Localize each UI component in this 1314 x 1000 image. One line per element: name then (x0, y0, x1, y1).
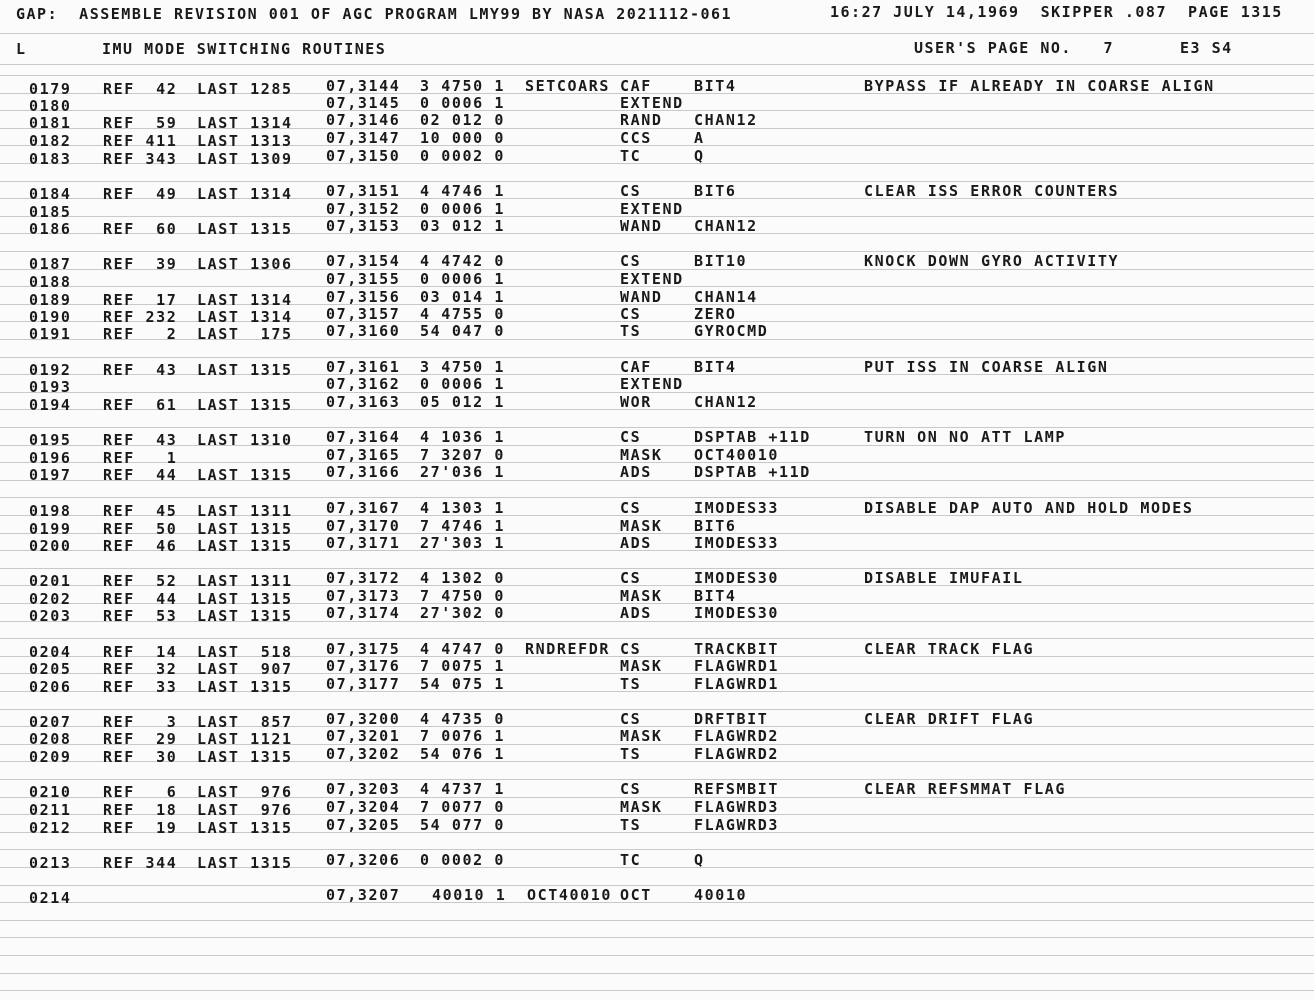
row-addr: 07,3156 (326, 288, 401, 306)
row-op: ADS (620, 463, 652, 481)
row-op: WAND (620, 288, 663, 306)
row-addr: 07,3151 (326, 182, 401, 200)
row-line: 0180 (29, 97, 72, 115)
row-addr: 07,3165 (326, 446, 401, 464)
row-addr: 07,3200 (326, 710, 401, 728)
row-addr: 07,3205 (326, 816, 401, 834)
row-operand: CHAN12 (694, 111, 758, 129)
row-code: 03 014 1 (420, 288, 506, 306)
row-op: TS (620, 675, 642, 693)
row-addr: 07,3204 (326, 798, 401, 816)
row-line: 0197 (29, 466, 72, 484)
row-ref: REF 43 (103, 361, 178, 379)
row-addr: 07,3161 (326, 358, 401, 376)
ruled-line (0, 955, 1314, 956)
row-code: 10 000 0 (420, 129, 506, 147)
ruled-line (0, 357, 1314, 358)
row-last: LAST 1309 (197, 150, 293, 168)
row-last: LAST 1315 (197, 396, 293, 414)
row-op: CS (620, 182, 642, 200)
row-line: 0190 (29, 308, 72, 326)
row-op: EXTEND (620, 94, 684, 112)
row-ref: REF 343 (103, 150, 178, 168)
row-comment: CLEAR TRACK FLAG (864, 640, 1035, 658)
row-line: 0207 (29, 713, 72, 731)
row-ref: REF 42 (103, 80, 178, 98)
ruled-line (0, 568, 1314, 569)
row-operand: IMODES33 (694, 534, 780, 552)
row-operand: FLAGWRD3 (694, 798, 780, 816)
row-line: 0214 (29, 889, 72, 907)
row-operand: DRFTBIT (694, 710, 769, 728)
row-last: LAST 1315 (197, 607, 293, 625)
row-last: LAST 1315 (197, 466, 293, 484)
row-code: 54 075 1 (420, 675, 506, 693)
row-addr: 07,3144 (326, 77, 401, 95)
ruled-line (0, 902, 1314, 903)
ruled-line (0, 64, 1314, 65)
ruled-line (0, 75, 1314, 76)
row-op: CS (620, 569, 642, 587)
users-page-number: USER'S PAGE NO. 7 (914, 39, 1115, 57)
row-addr: 07,3147 (326, 129, 401, 147)
row-code: 0 0006 1 (420, 200, 506, 218)
row-line: 0206 (29, 678, 72, 696)
row-last: LAST 1285 (197, 80, 293, 98)
row-addr: 07,3160 (326, 322, 401, 340)
row-ref: REF 30 (103, 748, 178, 766)
row-addr: 07,3171 (326, 534, 401, 552)
row-line: 0188 (29, 273, 72, 291)
row-code: 7 4746 1 (420, 517, 506, 535)
row-op: TS (620, 816, 642, 834)
row-operand: TRACKBIT (694, 640, 780, 658)
row-code: 05 012 1 (420, 393, 506, 411)
row-line: 0194 (29, 396, 72, 414)
row-op: CCS (620, 129, 652, 147)
row-ref: REF 1 (103, 449, 178, 467)
row-operand: FLAGWRD3 (694, 816, 780, 834)
row-operand: BIT4 (694, 587, 737, 605)
row-code: 4 1036 1 (420, 428, 506, 446)
row-label: SETCOARS (525, 77, 611, 95)
row-addr: 07,3170 (326, 517, 401, 535)
row-addr: 07,3176 (326, 657, 401, 675)
row-op: CS (620, 428, 642, 446)
row-addr: 07,3155 (326, 270, 401, 288)
ruled-line (0, 779, 1314, 780)
row-op: MASK (620, 587, 663, 605)
row-ref: REF 19 (103, 819, 178, 837)
row-op: WOR (620, 393, 652, 411)
row-last: LAST 1315 (197, 537, 293, 555)
row-ref: REF 44 (103, 590, 178, 608)
row-operand: BIT6 (694, 517, 737, 535)
row-operand: BIT6 (694, 182, 737, 200)
row-label: RNDREFDR (525, 640, 611, 658)
row-addr: 07,3152 (326, 200, 401, 218)
row-operand: IMODES30 (694, 604, 780, 622)
row-comment: CLEAR DRIFT FLAG (864, 710, 1035, 728)
row-last: LAST 976 (197, 801, 293, 819)
row-op: WAND (620, 217, 663, 235)
row-ref: REF 18 (103, 801, 178, 819)
row-operand: CHAN12 (694, 217, 758, 235)
row-code: 7 4750 0 (420, 587, 506, 605)
row-line: 0198 (29, 502, 72, 520)
row-last: LAST 1314 (197, 114, 293, 132)
row-ref: REF 50 (103, 520, 178, 538)
row-code: 27'036 1 (420, 463, 506, 481)
row-code: 7 3207 0 (420, 446, 506, 464)
row-line: 0191 (29, 325, 72, 343)
row-ref: REF 44 (103, 466, 178, 484)
row-operand: BIT10 (694, 252, 748, 270)
row-line: 0184 (29, 185, 72, 203)
ruled-line (0, 937, 1314, 938)
row-op: MASK (620, 657, 663, 675)
row-line: 0200 (29, 537, 72, 555)
row-ref: REF 6 (103, 783, 178, 801)
row-addr: 07,3175 (326, 640, 401, 658)
header-assembly-info: GAP: ASSEMBLE REVISION 001 OF AGC PROGRAM LMY99 BY NASA 2021112-061 (16, 5, 733, 23)
row-last: LAST 1311 (197, 572, 293, 590)
row-comment: PUT ISS IN COARSE ALIGN (864, 358, 1109, 376)
header-section-letter: L (16, 40, 27, 58)
row-line: 0196 (29, 449, 72, 467)
row-addr: 07,3154 (326, 252, 401, 270)
row-comment: DISABLE DAP AUTO AND HOLD MODES (864, 499, 1194, 517)
row-addr: 07,3163 (326, 393, 401, 411)
row-ref: REF 49 (103, 185, 178, 203)
row-op: MASK (620, 798, 663, 816)
row-operand: CHAN12 (694, 393, 758, 411)
row-op: TS (620, 745, 642, 763)
row-addr: 07,3174 (326, 604, 401, 622)
row-last: LAST 1314 (197, 308, 293, 326)
row-addr: 07,3206 (326, 851, 401, 869)
row-op: TC (620, 851, 642, 869)
row-last: LAST 1314 (197, 185, 293, 203)
row-last: LAST 1315 (197, 854, 293, 872)
row-last: LAST 1121 (197, 730, 293, 748)
row-addr: 07,3146 (326, 111, 401, 129)
row-op: EXTEND (620, 200, 684, 218)
row-code: 4 4742 0 (420, 252, 506, 270)
row-operand: IMODES33 (694, 499, 780, 517)
row-code: 0 0002 0 (420, 851, 506, 869)
row-last: LAST 1313 (197, 132, 293, 150)
row-addr: 07,3177 (326, 675, 401, 693)
row-ref: REF 46 (103, 537, 178, 555)
row-line: 0205 (29, 660, 72, 678)
row-op: CS (620, 640, 642, 658)
row-ref: REF 3 (103, 713, 178, 731)
row-code: 4 4737 1 (420, 780, 506, 798)
row-ref: REF 45 (103, 502, 178, 520)
row-addr: 07,3153 (326, 217, 401, 235)
row-line: 0195 (29, 431, 72, 449)
row-code: 03 012 1 (420, 217, 506, 235)
row-op: OCT (620, 886, 652, 904)
row-code: 4 1303 1 (420, 499, 506, 517)
row-line: 0181 (29, 114, 72, 132)
row-line: 0183 (29, 150, 72, 168)
ruled-line (0, 849, 1314, 850)
row-line: 0179 (29, 80, 72, 98)
row-code: 3 4750 1 (420, 358, 506, 376)
row-ref: REF 411 (103, 132, 178, 150)
row-ref: REF 53 (103, 607, 178, 625)
row-code: 3 4750 1 (420, 77, 506, 95)
row-last: LAST 1315 (197, 361, 293, 379)
row-last: LAST 857 (197, 713, 293, 731)
row-addr: 07,3167 (326, 499, 401, 517)
row-operand: FLAGWRD2 (694, 745, 780, 763)
row-ref: REF 52 (103, 572, 178, 590)
row-operand: Q (694, 851, 705, 869)
row-operand: CHAN14 (694, 288, 758, 306)
row-ref: REF 232 (103, 308, 178, 326)
row-comment: CLEAR ISS ERROR COUNTERS (864, 182, 1120, 200)
row-comment: BYPASS IF ALREADY IN COARSE ALIGN (864, 77, 1215, 95)
row-ref: REF 59 (103, 114, 178, 132)
row-code: 54 076 1 (420, 745, 506, 763)
row-line: 0201 (29, 572, 72, 590)
row-line: 0186 (29, 220, 72, 238)
row-last: LAST 1311 (197, 502, 293, 520)
row-code: 7 0077 0 (420, 798, 506, 816)
row-line: 0182 (29, 132, 72, 150)
row-op: CS (620, 710, 642, 728)
row-last: LAST 1315 (197, 520, 293, 538)
ruled-line (0, 885, 1314, 886)
row-ref: REF 61 (103, 396, 178, 414)
row-line: 0199 (29, 520, 72, 538)
row-op: ADS (620, 604, 652, 622)
row-addr: 07,3162 (326, 375, 401, 393)
row-line: 0202 (29, 590, 72, 608)
row-op: CAF (620, 358, 652, 376)
row-ref: REF 33 (103, 678, 178, 696)
row-operand: REFSMBIT (694, 780, 780, 798)
row-last: LAST 1315 (197, 678, 293, 696)
row-op: CS (620, 305, 642, 323)
row-addr: 07,3203 (326, 780, 401, 798)
row-code: 4 4746 1 (420, 182, 506, 200)
row-op: CS (620, 780, 642, 798)
row-line: 0210 (29, 783, 72, 801)
row-last: LAST 907 (197, 660, 293, 678)
row-op: EXTEND (620, 270, 684, 288)
row-code: 27'303 1 (420, 534, 506, 552)
row-ref: REF 39 (103, 255, 178, 273)
row-operand: FLAGWRD1 (694, 657, 780, 675)
row-last: LAST 1310 (197, 431, 293, 449)
row-op: TC (620, 147, 642, 165)
row-op: TS (620, 322, 642, 340)
row-code: 0 0002 0 (420, 147, 506, 165)
row-code: 40010 1 (432, 886, 507, 904)
row-op: RAND (620, 111, 663, 129)
ruled-line (0, 709, 1314, 710)
row-op: EXTEND (620, 375, 684, 393)
row-label: OCT40010 (527, 886, 613, 904)
row-operand: 40010 (694, 886, 748, 904)
row-addr: 07,3173 (326, 587, 401, 605)
row-operand: OCT40010 (694, 446, 780, 464)
row-addr: 07,3207 (326, 886, 401, 904)
row-ref: REF 2 (103, 325, 178, 343)
row-code: 0 0006 1 (420, 375, 506, 393)
row-op: MASK (620, 727, 663, 745)
row-comment: DISABLE IMUFAIL (864, 569, 1024, 587)
row-ref: REF 344 (103, 854, 178, 872)
row-last: LAST 1315 (197, 590, 293, 608)
row-ref: REF 29 (103, 730, 178, 748)
row-line: 0212 (29, 819, 72, 837)
row-last: LAST 1315 (197, 220, 293, 238)
row-operand: FLAGWRD1 (694, 675, 780, 693)
row-operand: IMODES30 (694, 569, 780, 587)
row-ref: REF 60 (103, 220, 178, 238)
row-op: MASK (620, 446, 663, 464)
ruled-line (0, 427, 1314, 428)
row-code: 4 1302 0 (420, 569, 506, 587)
row-addr: 07,3166 (326, 463, 401, 481)
ruled-line (0, 973, 1314, 974)
row-line: 0204 (29, 643, 72, 661)
row-code: 54 077 0 (420, 816, 506, 834)
row-last: LAST 1306 (197, 255, 293, 273)
row-addr: 07,3164 (326, 428, 401, 446)
row-line: 0209 (29, 748, 72, 766)
row-operand: DSPTAB +11D (694, 428, 811, 446)
row-operand: ZERO (694, 305, 737, 323)
header-date-page: 16:27 JULY 14,1969 SKIPPER .087 PAGE 1315 (830, 3, 1283, 21)
ruled-line (0, 497, 1314, 498)
row-line: 0203 (29, 607, 72, 625)
row-code: 27'302 0 (420, 604, 506, 622)
row-operand: A (694, 129, 705, 147)
row-last: LAST 1314 (197, 291, 293, 309)
row-code: 7 0075 1 (420, 657, 506, 675)
row-code: 4 4755 0 (420, 305, 506, 323)
page-title: IMU MODE SWITCHING ROUTINES (102, 40, 387, 58)
row-last: LAST 518 (197, 643, 293, 661)
row-op: ADS (620, 534, 652, 552)
row-code: 02 012 0 (420, 111, 506, 129)
row-code: 7 0076 1 (420, 727, 506, 745)
row-op: MASK (620, 517, 663, 535)
row-ref: REF 17 (103, 291, 178, 309)
row-addr: 07,3172 (326, 569, 401, 587)
row-addr: 07,3145 (326, 94, 401, 112)
row-addr: 07,3201 (326, 727, 401, 745)
row-comment: TURN ON NO ATT LAMP (864, 428, 1066, 446)
row-code: 54 047 0 (420, 322, 506, 340)
row-line: 0192 (29, 361, 72, 379)
row-code: 4 4747 0 (420, 640, 506, 658)
row-operand: FLAGWRD2 (694, 727, 780, 745)
row-comment: CLEAR REFSMMAT FLAG (864, 780, 1066, 798)
row-line: 0189 (29, 291, 72, 309)
row-op: CS (620, 252, 642, 270)
row-line: 0213 (29, 854, 72, 872)
row-code: 0 0006 1 (420, 94, 506, 112)
row-comment: KNOCK DOWN GYRO ACTIVITY (864, 252, 1120, 270)
ruled-line (0, 990, 1314, 991)
row-operand: BIT4 (694, 77, 737, 95)
row-addr: 07,3202 (326, 745, 401, 763)
row-last: LAST 976 (197, 783, 293, 801)
row-operand: GYROCMD (694, 322, 769, 340)
ruled-line (0, 33, 1314, 34)
row-last: LAST 175 (197, 325, 293, 343)
row-code: 4 4735 0 (420, 710, 506, 728)
row-line: 0185 (29, 203, 72, 221)
row-line: 0211 (29, 801, 72, 819)
row-ref: REF 32 (103, 660, 178, 678)
row-last: LAST 1315 (197, 819, 293, 837)
ruled-line (0, 638, 1314, 639)
section-code: E3 S4 (1180, 39, 1233, 57)
row-operand: DSPTAB +11D (694, 463, 811, 481)
row-operand: Q (694, 147, 705, 165)
row-addr: 07,3150 (326, 147, 401, 165)
row-op: CS (620, 499, 642, 517)
row-code: 0 0006 1 (420, 270, 506, 288)
row-ref: REF 14 (103, 643, 178, 661)
row-operand: BIT4 (694, 358, 737, 376)
row-last: LAST 1315 (197, 748, 293, 766)
row-line: 0193 (29, 378, 72, 396)
row-op: CAF (620, 77, 652, 95)
row-line: 0187 (29, 255, 72, 273)
row-addr: 07,3157 (326, 305, 401, 323)
ruled-line (0, 920, 1314, 921)
row-ref: REF 43 (103, 431, 178, 449)
row-line: 0208 (29, 730, 72, 748)
